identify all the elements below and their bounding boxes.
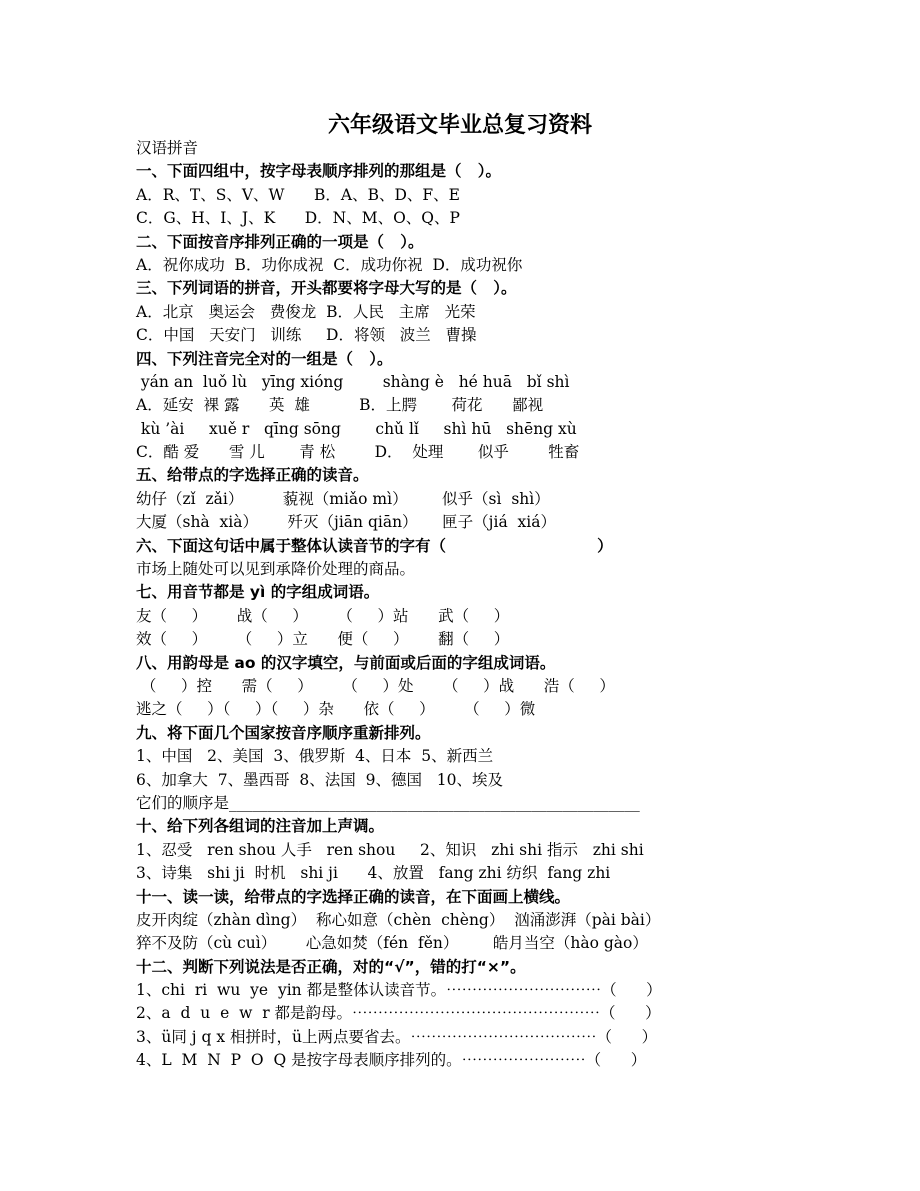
section-heading: 三、下列词语的拼音，开头都要将字母大写的是（ ）。 — [136, 279, 517, 298]
text-line: （ ）控 需（ ） （ ）处 （ ）战 浩（ ） — [136, 676, 615, 695]
text-line: 幼仔（zǐ zǎi） 藐视（miǎo mì） 似乎（sì shì） — [136, 489, 550, 508]
text-line: yán an luǒ lù yīng xióng shàng è hé huā bǐ shì — [136, 372, 570, 391]
section-heading: 五、给带点的字选择正确的读音。 — [136, 466, 369, 485]
text-line: C．酷 爱 雪 儿 青 松 D． 处理 似乎 牲畜 — [136, 443, 580, 462]
text-line: A．祝你成功 B．功你成祝 C．成功你祝 D．成功祝你 — [136, 255, 523, 274]
section-subtitle: 汉语拼音 — [136, 139, 199, 157]
section-heading: 一、下面四组中，按字母表顺序排列的那组是（ ）。 — [136, 162, 501, 181]
text-line: A．延安 裸 露 英 雄 B．上腭 荷花 鄙视 — [136, 396, 544, 415]
text-line: A．北京 奥运会 费俊龙 B．人民 主席 光荣 — [136, 302, 476, 321]
document-title: 六年级语文毕业总复习资料 — [327, 113, 592, 138]
text-line: 2、a d u e w r 都是韵母。⋯⋯⋯⋯⋯⋯⋯⋯⋯⋯⋯⋯⋯⋯⋯⋯（ ） — [136, 1004, 661, 1023]
text-line: A．R、T、S、V、W B．A、B、D、F、E — [136, 185, 460, 204]
text-line: 1、中国 2、美国 3、俄罗斯 4、日本 5、新西兰 — [136, 747, 494, 766]
text-line: 市场上随处可以见到承降价处理的商品。 — [136, 560, 416, 579]
section-heading: 十、给下列各组词的注音加上声调。 — [136, 817, 385, 836]
section-heading: 九、将下面几个国家按音序顺序重新排列。 — [136, 723, 431, 742]
text-line: 3、ü同 j q x 相拼时，ü上两点要省去。⋯⋯⋯⋯⋯⋯⋯⋯⋯⋯⋯⋯（ ） — [136, 1027, 658, 1046]
text-line: 1、chi ri wu ye yin 都是整体认读音节。⋯⋯⋯⋯⋯⋯⋯⋯⋯⋯（ ） — [136, 981, 662, 1000]
text-line: 效（ ） （ ）立 便（ ） 翻（ ） — [136, 630, 510, 649]
text-line: 6、加拿大 7、墨西哥 8、法国 9、德国 10、埃及 — [136, 770, 504, 789]
text-line: 友（ ） 战（ ） （ ）站 武（ ） — [136, 606, 510, 625]
text-line: 3、诗集 shi ji 时机 shi ji 4、放置 fang zhi 纺织 fang zhi — [136, 864, 611, 883]
text-line: C．G、H、I、J、K D．N、M、O、Q、P — [136, 209, 460, 228]
section-heading: 十二、判断下列说法是否正确，对的“√”，错的打“×”。 — [136, 957, 526, 976]
text-line: 它们的顺序是_____________________________________________________ — [136, 793, 640, 812]
text-line: 4、L M N P O Q 是按字母表顺序排列的。⋯⋯⋯⋯⋯⋯⋯⋯（ ） — [136, 1051, 647, 1070]
text-line: 逃之（ ）（ ）（ ）杂 依（ ） （ ）微 — [136, 700, 536, 719]
section-heading: 四、下列注音完全对的一组是（ ）。 — [136, 349, 393, 368]
section-heading: 七、用音节都是 yì 的字组成词语。 — [136, 583, 380, 602]
text-line: 猝不及防（cù cuì） 心急如焚（fén fěn） 皓月当空（hào gào） — [136, 934, 648, 953]
section-heading: 六、下面这句话中属于整体认读音节的字有（ ） — [136, 536, 613, 555]
section-heading: 十一、读一读，给带点的字选择正确的读音，在下面画上横线。 — [136, 887, 571, 906]
section-heading: 八、用韵母是 ao 的汉字填空，与前面或后面的字组成词语。 — [136, 653, 556, 672]
text-line: C．中国 天安门 训练 D．将领 波兰 曹操 — [136, 326, 477, 345]
text-line: kù ’ài xuě r qīng sōng chǔ lǐ shì hū shēng xù — [136, 419, 577, 438]
text-line: 1、忍受 ren shou 人手 ren shou 2、知识 zhi shi 指示 zhi shi — [136, 840, 644, 859]
text-line: 大厦（shà xià） 歼灭（jiān qiān） 匣子（jiá xiá） — [136, 513, 556, 532]
document-body — [136, 137, 796, 1073]
section-heading: 二、下面按音序排列正确的一项是（ ）。 — [136, 232, 424, 251]
text-line: 皮开肉绽（zhàn dìng） 称心如意（chèn chèng） 汹涌澎湃（pài bài） — [136, 910, 661, 929]
